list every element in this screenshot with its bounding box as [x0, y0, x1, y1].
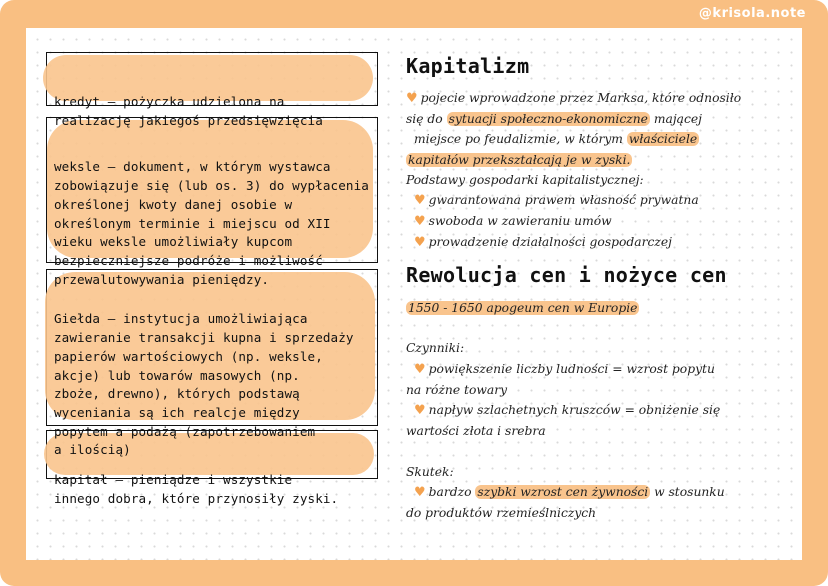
- heart-icon: ♥: [414, 361, 426, 377]
- definition-weksle: [46, 117, 378, 287]
- highlight-wzrost-cen: szybki wzrost cen żywności: [477, 484, 649, 499]
- definition-gielda-text: Giełda — instytucja umożliwiająca zawieranie transakcji kupna i sprzedaży papierów wartościowych (np. weksle, akcje) lub towarów masowych (np. zboże, drewno), których podstawą wyceniania są ich realcje między popytem a podażą (zapotrzebowaniem a ilością): [54, 311, 354, 458]
- effect-item-cont: do produktów rzemieślniczych: [406, 506, 597, 521]
- definition-gielda: [46, 269, 378, 458]
- intro-text: miejsce po feudalizmie, w którym: [414, 132, 627, 147]
- heart-icon: ♥: [406, 91, 418, 106]
- heart-icon: ♥: [414, 214, 426, 230]
- definition-weksle-text: weksle — dokument, w którym wystawca zobowiązuje się (lub os. 3) do wypłacenia określonej kwoty danej osobie w określonym terminie i miejscu od XII wieku weksle umożliwiały kupcom bezpieczniejsze podróże i możliwość przewalutowywania pieniędzy.: [54, 159, 369, 287]
- basics-item: gwarantowana prawem własność prywatna: [428, 193, 699, 208]
- intro-text: mającej: [649, 112, 702, 127]
- heart-icon: ♥: [414, 193, 426, 209]
- definition-kapital-text: kapitał — pieniądze i wszystkie innego dobra, które przynosiły zyski.: [54, 472, 339, 507]
- effect-text: bardzo: [428, 484, 476, 499]
- heart-icon: ♥: [414, 235, 426, 251]
- effects-title: Skutek:: [406, 464, 454, 479]
- factors-title: Czynniki:: [406, 341, 465, 356]
- kapitalizm-section: [406, 88, 791, 254]
- basics-title: Podstawy gospodarki kapitalistycznej:: [406, 172, 644, 187]
- highlight-kapitalow: kapitałów przekształcają je w zyski.: [408, 152, 631, 167]
- factor-item: powiększenie liczby ludności = wzrost popytu: [428, 361, 715, 376]
- heart-icon: ♥: [414, 484, 426, 500]
- factor-item-cont: na różne towary: [406, 382, 508, 397]
- factor-item: napływ szlachetnych kruszców = obniżenie się: [428, 403, 721, 418]
- rewolucja-section: [406, 298, 791, 523]
- definition-kredyt-text: kredyt — pożyczka udzielona na realizację jakiegoś przedsięwzięcia: [54, 94, 323, 129]
- author-handle: @krisola.note: [698, 6, 806, 21]
- factor-item-cont: wartości złota i srebra: [406, 424, 546, 439]
- heading-rewolucja: Rewolucja cen i nożyce cen: [406, 263, 727, 287]
- heading-kapitalizm: Kapitalizm: [406, 54, 530, 78]
- note-page: [26, 28, 802, 560]
- highlight-wlasciciele: właściciele: [628, 132, 698, 147]
- basics-item: swoboda w zawieraniu umów: [428, 214, 612, 229]
- intro-text: się do: [406, 112, 447, 127]
- definition-kredyt: [46, 52, 378, 129]
- highlight-sytuacji: sytuacji społeczno-ekonomiczne: [448, 112, 648, 127]
- kapitalizm-intro-line: pojecie wprowadzone przez Marksa, które odnosiło: [420, 91, 742, 105]
- highlight-apogeum: 1550 - 1650 apogeum cen w Europie: [408, 301, 638, 315]
- heart-icon: ♥: [414, 403, 426, 419]
- effect-text: w stosunku: [650, 484, 725, 499]
- basics-item: prowadzenie działalności gospodarczej: [428, 235, 672, 250]
